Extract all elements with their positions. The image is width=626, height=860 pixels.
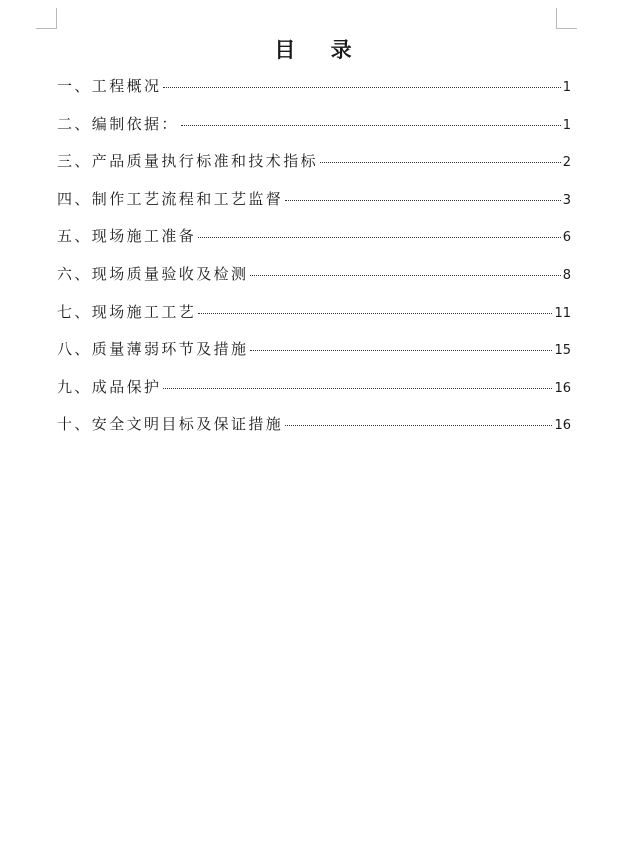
toc-entry[interactable] (57, 223, 571, 261)
toc-entry-page: 3 (562, 192, 571, 208)
toc-entry-page: 15 (554, 343, 571, 359)
toc-entry-page: 16 (554, 380, 571, 396)
toc-entry-label: 十、安全文明目标及保证措施 (57, 415, 284, 434)
toc-dot-leader (320, 162, 561, 163)
toc-entry[interactable] (57, 73, 571, 111)
toc-entry[interactable] (57, 299, 571, 337)
toc-dot-leader (198, 237, 561, 238)
toc-title: 目 录 (274, 37, 366, 62)
toc-entry-page: 1 (562, 117, 571, 133)
toc-entry-label: 五、现场施工准备 (57, 227, 197, 246)
toc-entry-label: 八、质量薄弱环节及措施 (57, 340, 249, 359)
toc-entry-label: 九、成品保护 (57, 377, 162, 396)
toc-entry-page: 6 (562, 230, 571, 246)
toc-entry[interactable] (57, 374, 571, 412)
toc-entry-page: 1 (562, 80, 571, 95)
crop-mark-top-left (36, 8, 57, 29)
toc-dot-leader (198, 313, 552, 314)
toc-dot-leader (285, 425, 552, 426)
toc-entry-page: 2 (562, 155, 571, 171)
toc-entry-page: 16 (554, 418, 571, 434)
toc-entry-label: 七、现场施工工艺 (57, 302, 197, 321)
table-of-contents (57, 73, 571, 449)
toc-entry[interactable] (57, 411, 571, 449)
toc-entry-label: 四、制作工艺流程和工艺监督 (57, 189, 284, 208)
toc-dot-leader (163, 87, 560, 88)
toc-dot-leader (250, 350, 552, 351)
toc-entry-label: 三、产品质量执行标准和技术指标 (57, 152, 319, 171)
toc-entry-page: 11 (554, 305, 571, 321)
toc-entry[interactable] (57, 336, 571, 374)
toc-dot-leader (181, 125, 561, 126)
toc-dot-leader (250, 275, 560, 276)
toc-entry-label: 六、现场质量验收及检测 (57, 264, 249, 283)
crop-mark-top-right (556, 8, 577, 29)
toc-dot-leader (285, 200, 561, 201)
toc-entry[interactable] (57, 261, 571, 299)
toc-entry[interactable] (57, 186, 571, 224)
toc-entry-page: 8 (562, 267, 571, 283)
toc-entry[interactable] (57, 148, 571, 186)
toc-entry-label: 一、工程概况 (57, 77, 162, 95)
toc-entry-label: 二、编制依据： (57, 114, 179, 133)
toc-entry[interactable] (57, 111, 571, 149)
toc-dot-leader (163, 388, 552, 389)
